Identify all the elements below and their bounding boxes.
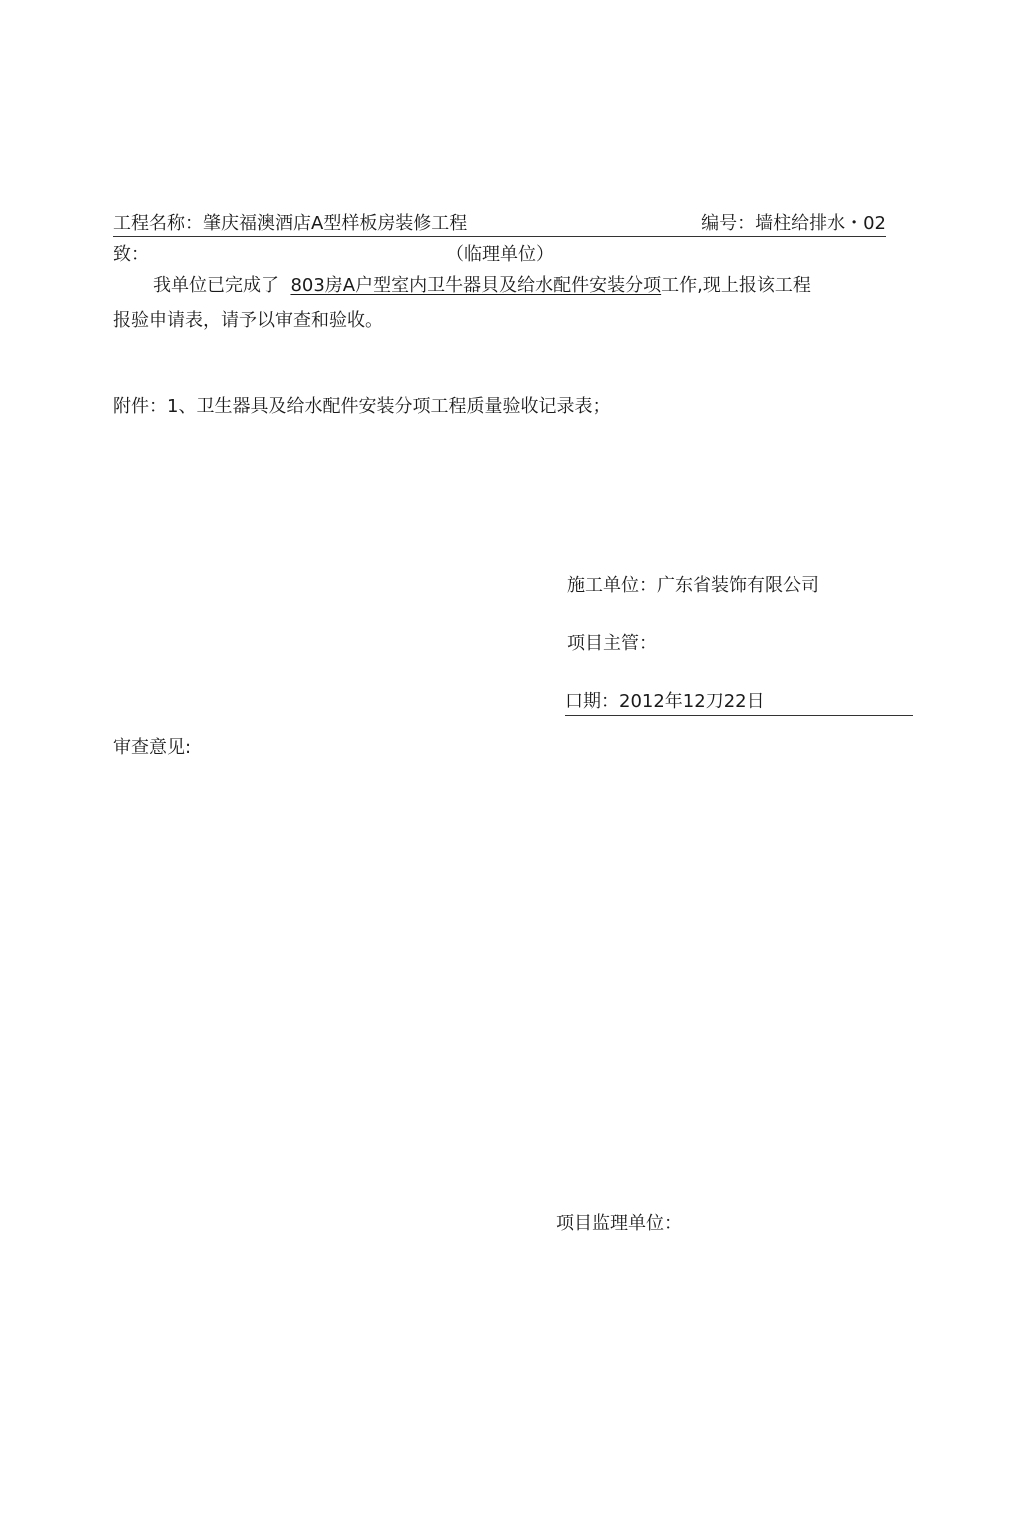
project-name bbox=[113, 212, 467, 236]
attachment-line: 附件：1、卫生器具及给水配件安装分项工程质量验收记录表； bbox=[113, 396, 611, 417]
supervisor-unit: 项目监理单位： bbox=[556, 1213, 682, 1234]
contractor-unit: 施工单位：广东省装饰有限公司 bbox=[567, 575, 819, 596]
to-label: 致： bbox=[113, 244, 149, 265]
project-name-label: 工程名称： bbox=[113, 213, 203, 234]
work-item: 803房A户型室内卫牛器貝及给水配件安装分项 bbox=[290, 275, 662, 296]
date-text: 口期：2012年12刀22日 bbox=[565, 691, 765, 712]
body-tail: 工作,现上报该工程 bbox=[661, 275, 811, 296]
body-line-1 bbox=[153, 274, 811, 298]
document-code-label: 编号： bbox=[701, 213, 756, 234]
review-label: 审查意见: bbox=[113, 737, 192, 758]
recipient-hint: （临理单位） bbox=[446, 244, 554, 265]
project-name-value: 肇庆福澳酒店A型样板房装修工程 bbox=[203, 213, 468, 234]
date-row bbox=[565, 690, 913, 716]
document-code bbox=[701, 212, 886, 236]
body-line-2: 报验申请表，请予以审查和验收。 bbox=[113, 310, 383, 331]
document-code-value: 墙柱给排水・02 bbox=[755, 213, 886, 234]
body-intro: 我单位已完成了 bbox=[153, 275, 279, 296]
header-row bbox=[113, 212, 886, 237]
project-manager: 项目主管： bbox=[567, 633, 657, 654]
